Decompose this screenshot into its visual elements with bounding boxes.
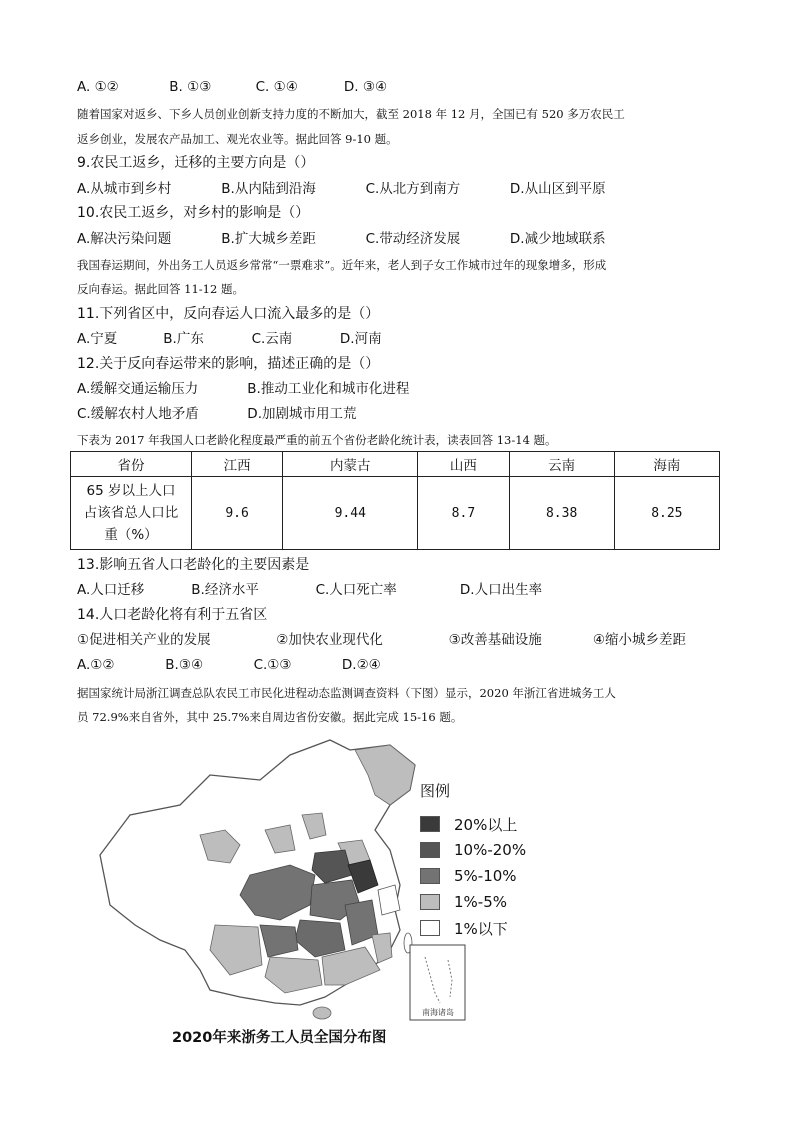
- table-row: [71, 477, 720, 550]
- question-13-stem: 13.影响五省人口老龄化的主要因素是: [77, 557, 310, 573]
- table-header-cell: 江西: [192, 452, 283, 477]
- q14-option-a: A.①②: [77, 657, 115, 673]
- region-hainan: [313, 1007, 331, 1019]
- legend-title: 图例: [420, 782, 451, 800]
- table-header-row: [71, 452, 720, 477]
- q11-option-a: A.宁夏: [77, 331, 118, 347]
- q12-option-a: A.缓解交通运输压力: [77, 381, 199, 397]
- intro-11-12-line1: 我国春运期间，外出务工人员返乡常常“一票难求”。近年来，老人到子女工作城市过年的现象增多，形成: [77, 258, 607, 272]
- q10-option-d: D.减少地域联系: [509, 231, 606, 247]
- table-header-cell: 内蒙古: [283, 452, 418, 477]
- legend-item: [420, 837, 526, 863]
- q10-option-b: B.扩大城乡差距: [221, 231, 316, 247]
- legend-label: 1%以下: [454, 919, 508, 938]
- q14-statement-3: ③改善基础设施: [448, 632, 542, 648]
- option-a: A. ①②: [77, 79, 119, 95]
- option-d: D. ③④: [343, 79, 388, 95]
- table-cell: 9.44: [283, 477, 418, 550]
- q13-option-d: D.人口出生率: [459, 582, 543, 598]
- legend-label: 5%-10%: [454, 867, 517, 885]
- row-heading-line: 占该省总人口比: [83, 505, 179, 521]
- intro-9-10-line2: 返乡创业，发展农产品加工、观光农业等。据此回答 9-10 题。: [77, 132, 398, 146]
- question-12-options-row1: [77, 380, 409, 398]
- q14-statement-2: ②加快农业现代化: [276, 632, 383, 648]
- question-12-stem: 12.关于反向春运带来的影响，描述正确的是（）: [77, 356, 380, 372]
- intro-11-12-line2: 反向春运。据此回答 11-12 题。: [77, 282, 244, 296]
- question-12-options-row2: [77, 405, 356, 423]
- q14-statement-4: ④缩小城乡差距: [592, 632, 686, 648]
- question-14-stem: 14.人口老龄化将有利于五省区: [77, 607, 268, 623]
- table-header-cell: 云南: [509, 452, 614, 477]
- row-heading-line: 65 岁以上人口: [86, 483, 176, 499]
- legend-swatch: [420, 920, 440, 936]
- q11-option-b: B.广东: [163, 331, 204, 347]
- q10-option-a: A.解决污染问题: [77, 231, 172, 247]
- question-14-options: [77, 656, 381, 674]
- q8-options: [77, 78, 387, 96]
- q9-option-a: A.从城市到乡村: [77, 181, 172, 197]
- legend-item: [420, 811, 526, 837]
- table-header-cell: 省份: [71, 452, 192, 477]
- legend-swatch: [420, 842, 440, 858]
- legend-item: [420, 889, 526, 915]
- question-14-statements: [77, 631, 686, 649]
- legend-item: [420, 915, 526, 941]
- legend-swatch: [420, 868, 440, 884]
- q12-option-c: C.缓解农村人地矛盾: [77, 406, 199, 422]
- q14-statement-1: ①促进相关产业的发展: [77, 632, 211, 648]
- table-cell: 8.38: [509, 477, 614, 550]
- question-9-options: [77, 180, 606, 198]
- q12-option-d: D.加剧城市用工荒: [247, 406, 357, 422]
- intro-9-10-line1: 随着国家对返乡、下乡人员创业创新支持力度的不断加大，截至 2018 年 12 月，全国已有 520 多万农民工: [77, 107, 625, 121]
- question-9-stem: 9.农民工返乡，迁移的主要方向是（）: [77, 155, 315, 171]
- question-13-options: [77, 581, 542, 599]
- table-cell: 8.25: [614, 477, 719, 550]
- table-row-heading: [71, 477, 192, 550]
- table-cell: 9.6: [192, 477, 283, 550]
- q9-option-c: C.从北方到南方: [365, 181, 461, 197]
- legend-label: 20%以上: [454, 815, 518, 834]
- table-header-cell: 山西: [418, 452, 509, 477]
- legend-label: 1%-5%: [454, 893, 508, 911]
- option-b: B. ①③: [169, 79, 212, 95]
- q13-option-c: C.人口死亡率: [315, 582, 397, 598]
- table-cell: 8.7: [418, 477, 509, 550]
- question-10-stem: 10.农民工返乡，对乡村的影响是（）: [77, 205, 310, 221]
- map-caption: 2020年来浙务工人员全国分布图: [172, 1030, 387, 1046]
- intro-13-14: 下表为 2017 年我国人口老龄化程度最严重的前五个省份老龄化统计表，读表回答 13-14 题。: [77, 433, 557, 447]
- q14-option-d: D.②④: [341, 657, 381, 673]
- legend-swatch: [420, 894, 440, 910]
- aging-statistics-table: [70, 451, 720, 550]
- row-heading-line: 重（%）: [104, 527, 158, 543]
- intro-15-16-line2: 员 72.9%来自省外，其中 25.7%来自周边省份安徽。据此完成 15-16 题。: [77, 710, 463, 724]
- table-header-cell: 海南: [614, 452, 719, 477]
- q11-option-d: D.河南: [339, 331, 382, 347]
- q13-option-b: B.经济水平: [191, 582, 259, 598]
- q14-option-c: C.①③: [253, 657, 292, 673]
- question-11-options: [77, 330, 382, 348]
- option-c: C. ①④: [255, 79, 298, 95]
- map-legend: [420, 780, 526, 941]
- legend-item: [420, 863, 526, 889]
- q10-option-c: C.带动经济发展: [365, 231, 461, 247]
- q11-option-c: C.云南: [251, 331, 293, 347]
- q13-option-a: A.人口迁移: [77, 582, 145, 598]
- question-10-options: [77, 230, 606, 248]
- intro-15-16-line1: 据国家统计局浙江调查总队农民工市民化进程动态监测调查资料（下图）显示，2020 年浙江省进城务工人: [77, 686, 616, 700]
- q12-option-b: B.推动工业化和城市化进程: [247, 381, 410, 397]
- legend-swatch: [420, 816, 440, 832]
- inset-label: 南海诸岛: [422, 1008, 454, 1017]
- legend-label: 10%-20%: [454, 841, 527, 859]
- q9-option-b: B.从内陆到沿海: [221, 181, 316, 197]
- q14-option-b: B.③④: [165, 657, 204, 673]
- question-11-stem: 11.下列省区中，反向春运人口流入最多的是（）: [77, 306, 380, 322]
- q9-option-d: D.从山区到平原: [509, 181, 606, 197]
